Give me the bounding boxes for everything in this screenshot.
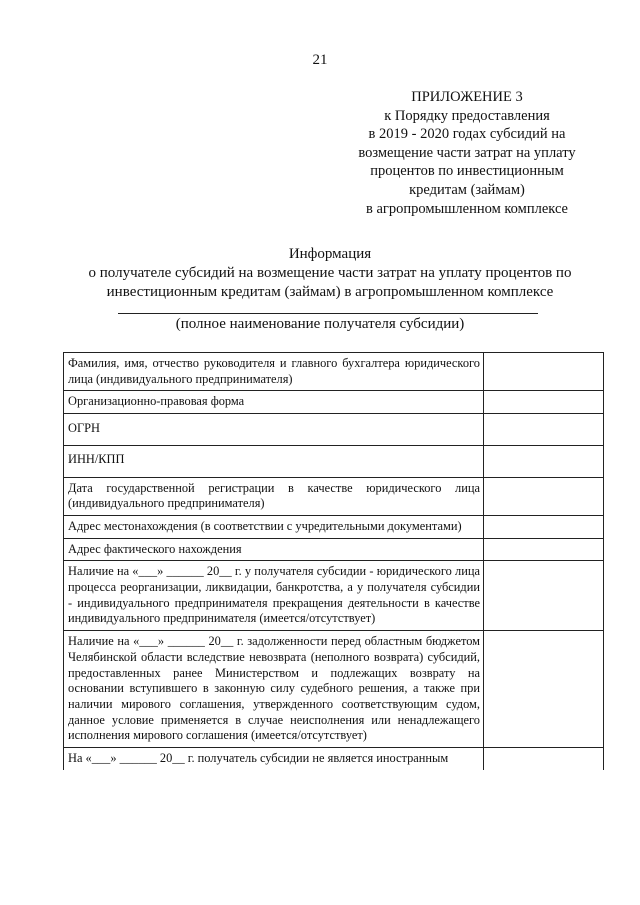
- appendix-line: возмещение части затрат на уплату: [358, 144, 576, 161]
- table-row: [64, 445, 604, 477]
- page-number: 21: [312, 52, 328, 68]
- heading-line: инвестиционным кредитам (займам) в агропромышленном комплексе: [106, 284, 554, 300]
- appendix-line: процентов по инвестиционным: [370, 163, 564, 180]
- table-row: [64, 631, 604, 748]
- table-row: [64, 391, 604, 414]
- row-value-inn-kpp: [484, 445, 604, 477]
- row-label-ogrn: ОГРН: [64, 414, 484, 446]
- row-label-actual-address: Адрес фактического нахождения: [64, 538, 484, 561]
- table-row: [64, 515, 604, 538]
- document-heading: [40, 245, 620, 302]
- row-value-director-accountant: [484, 353, 604, 391]
- row-value-legal-address: [484, 515, 604, 538]
- row-label-director-accountant: Фамилия, имя, отчество руководителя и главного бухгалтера юридического лица (индивидуального предпринимателя): [64, 353, 484, 391]
- table-row: [64, 538, 604, 561]
- heading-title: Информация: [288, 246, 372, 262]
- table-row: [64, 561, 604, 631]
- table-row: [64, 477, 604, 515]
- appendix-line: кредитам (займам): [409, 181, 525, 198]
- row-label-registration-date: Дата государственной регистрации в качестве юридического лица (индивидуального предпринимателя): [64, 477, 484, 515]
- row-value-legal-form: [484, 391, 604, 414]
- row-label-debt: Наличие на «___» ______ 20__ г. задолженности перед областным бюджетом Челябинской области вследствие невозврата (неполного возврата) субсидий, предоставленных ранее Министерством и подлежащих возврату на основании вступившего в законную силу судебного решения, а также при наличии мирового соглашения, утвержденного соответствующим судом, данное условие применяется в случае неисполнения или ненадлежащего исполнения мирового соглашения (имеется/отсутствует): [64, 631, 484, 748]
- row-value-actual-address: [484, 538, 604, 561]
- appendix-line: к Порядку предоставления: [384, 107, 550, 124]
- row-label-inn-kpp: ИНН/КПП: [64, 445, 484, 477]
- recipient-name-line: [118, 313, 538, 314]
- row-value-registration-date: [484, 477, 604, 515]
- row-value-foreign-entity: [484, 748, 604, 770]
- row-label-reorganization: Наличие на «___» ______ 20__ г. у получателя субсидии - юридического лица процесса реорганизации, ликвидации, банкротства, а у получателя субсидии - индивидуального предпринимателя прекращения деятельности в качестве индивидуального предпринимателя (имеется/отсутствует): [64, 561, 484, 631]
- row-label-legal-address: Адрес местонахождения (в соответствии с учредительными документами): [64, 515, 484, 538]
- recipient-name-caption: (полное наименование получателя субсидии): [175, 316, 465, 332]
- appendix-header: [342, 88, 592, 218]
- appendix-line: в агропромышленном комплексе: [365, 200, 568, 217]
- row-value-debt: [484, 631, 604, 748]
- row-value-reorganization: [484, 561, 604, 631]
- table-row: [64, 414, 604, 446]
- row-label-legal-form: Организационно-правовая форма: [64, 391, 484, 414]
- appendix-title: ПРИЛОЖЕНИЕ 3: [411, 89, 523, 105]
- row-label-foreign-entity: На «___» ______ 20__ г. получатель субсидии не является иностранным: [64, 748, 484, 770]
- table-row: [64, 748, 604, 770]
- info-table: [63, 352, 604, 770]
- row-value-ogrn: [484, 414, 604, 446]
- table-row: [64, 353, 604, 391]
- appendix-line: в 2019 - 2020 годах субсидий на: [368, 126, 566, 143]
- heading-line: о получателе субсидий на возмещение части затрат на уплату процентов по: [88, 265, 572, 281]
